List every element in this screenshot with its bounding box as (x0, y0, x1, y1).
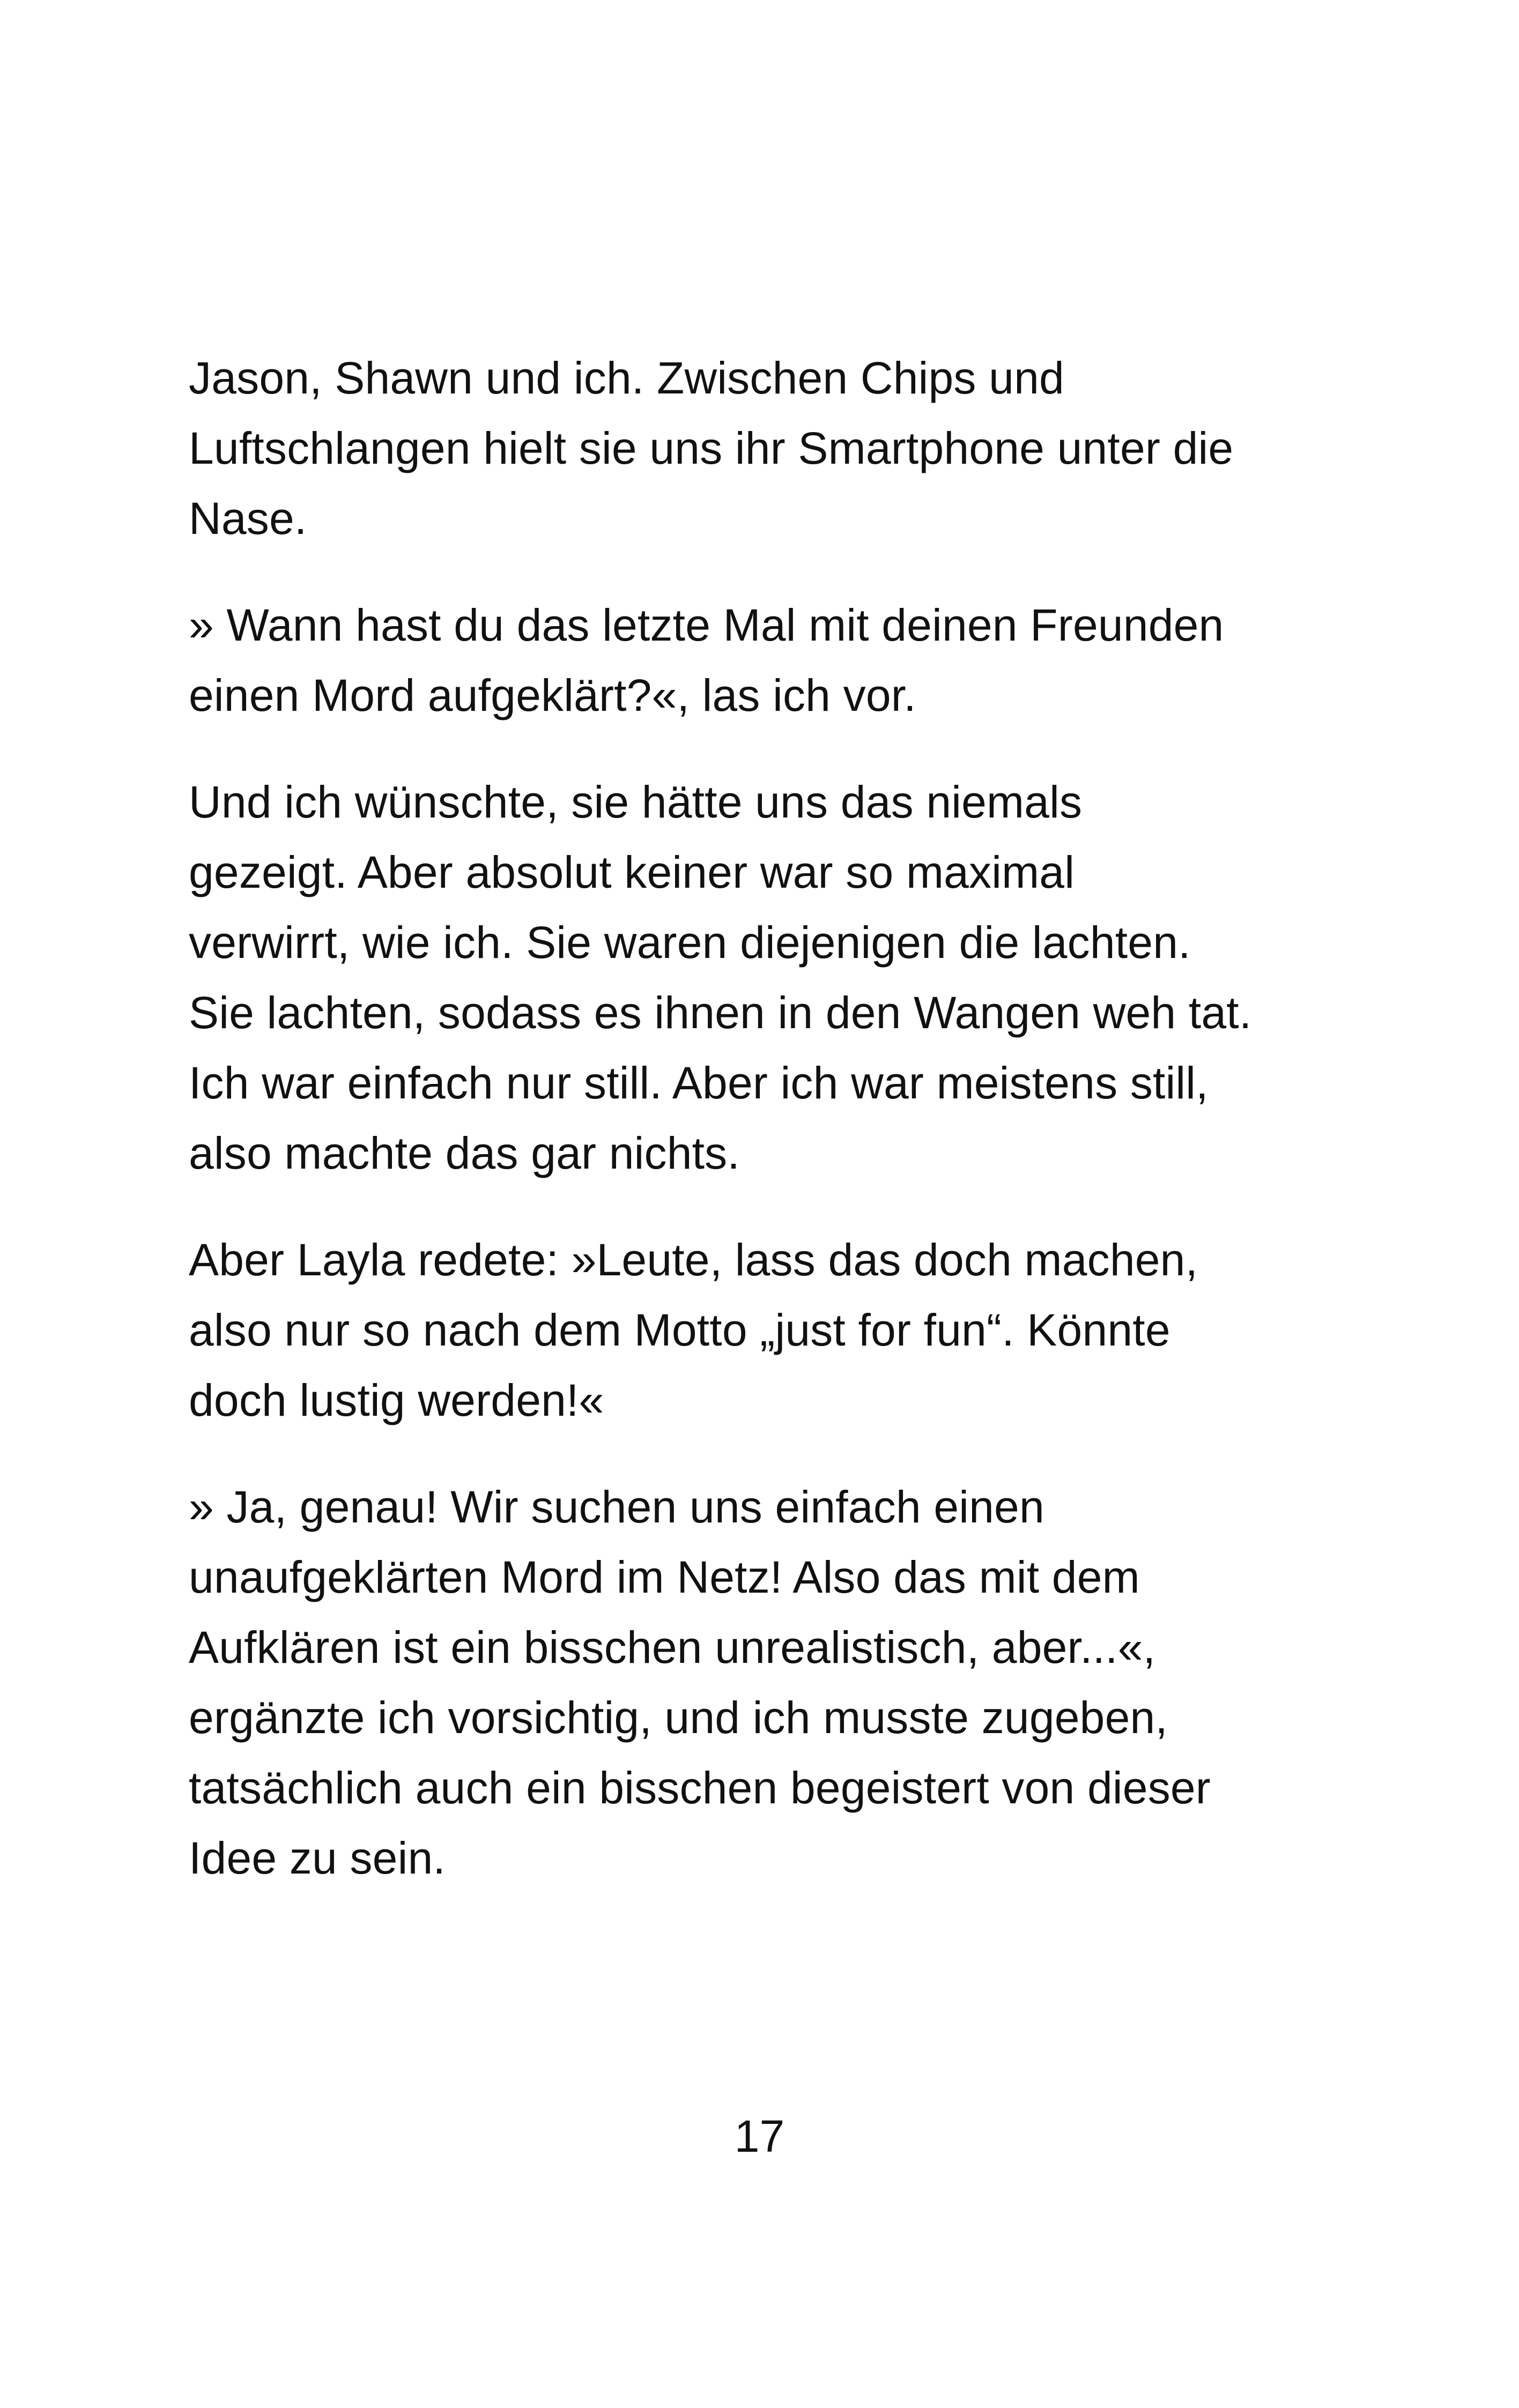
text-line: also nur so nach dem Motto „just for fun“. Könnte (189, 1305, 1170, 1355)
text-line: tatsächlich auch ein bisschen begeistert von dieser (189, 1763, 1211, 1813)
text-line: Aber Layla redete: »Leute, lass das doch machen, (189, 1235, 1198, 1285)
body-text (189, 343, 1342, 1930)
text-line: gezeigt. Aber absolut keiner war so maximal (189, 847, 1075, 897)
text-line: ergänzte ich vorsichtig, und ich musste zugeben, (189, 1692, 1168, 1743)
text-line: unaufgeklärten Mord im Netz! Also das mit dem (189, 1552, 1140, 1602)
page-number: 17 (734, 2111, 785, 2161)
text-line: » Wann hast du das letzte Mal mit deinen Freunden (189, 600, 1224, 650)
paragraph-3 (189, 767, 1342, 1188)
text-line: verwirrt, wie ich. Sie waren diejenigen die lachten. (189, 917, 1191, 968)
paragraph-1 (189, 343, 1342, 554)
text-line: einen Mord aufgeklärt?«, las ich vor. (189, 670, 916, 720)
paragraph-2 (189, 590, 1342, 731)
text-line: Ich war einfach nur still. Aber ich war meistens still, (189, 1058, 1209, 1108)
text-line: Nase. (189, 493, 307, 544)
text-line: also machte das gar nichts. (189, 1128, 740, 1178)
text-line: Idee zu sein. (189, 1833, 446, 1883)
text-line: Aufklären ist ein bisschen unrealistisch, aber...«, (189, 1622, 1156, 1673)
text-line: doch lustig werden!« (189, 1375, 604, 1425)
text-line: Und ich wünschte, sie hätte uns das niemals (189, 777, 1083, 827)
text-line: Sie lachten, sodass es ihnen in den Wangen weh tat. (189, 987, 1252, 1038)
paragraph-5 (189, 1472, 1342, 1893)
text-line: Luftschlangen hielt sie uns ihr Smartphone unter die (189, 423, 1234, 473)
text-line: Jason, Shawn und ich. Zwischen Chips und (189, 353, 1064, 403)
paragraph-4 (189, 1225, 1342, 1436)
text-line: » Ja, genau! Wir suchen uns einfach einen (189, 1482, 1044, 1532)
